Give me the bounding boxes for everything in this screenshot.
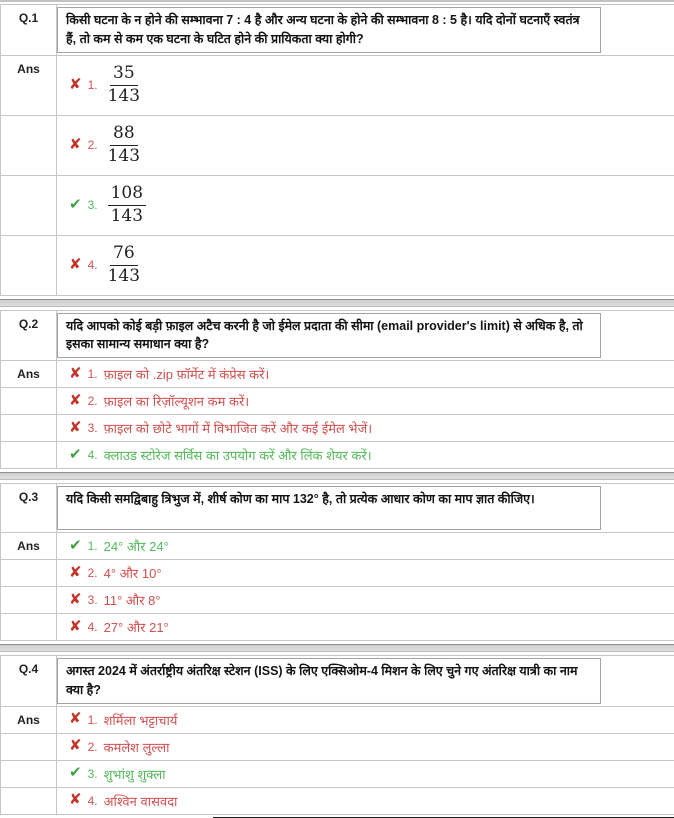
answer-option-row: [1, 761, 674, 788]
answer-option-row: [1, 116, 674, 176]
option-index: 3.: [87, 593, 98, 607]
check-icon: ✔: [69, 445, 82, 463]
fraction-numerator: 88: [110, 124, 138, 146]
answer-option: [57, 614, 674, 640]
answer-option-row: [1, 176, 674, 236]
answer-option: [57, 176, 674, 235]
answer-label: [1, 116, 57, 175]
fraction-value: [108, 64, 140, 106]
answer-option-row: [1, 56, 674, 116]
fraction-value: [108, 244, 140, 286]
answer-option: [57, 560, 674, 586]
cross-icon: ✘: [69, 364, 82, 382]
answer-option-row: [1, 707, 674, 734]
question-block: [0, 310, 674, 470]
question-row: [1, 5, 674, 56]
answer-option-row: [1, 788, 674, 815]
question-text: यदि आपको कोई बड़ी फ़ाइल अटैच करनी है जो ईमेल प्रदाता की सीमा (email provider's limit) से अधिक है, तो इसका सामान्य समाधान क्या है?: [57, 313, 601, 359]
question-block: [0, 4, 674, 296]
answer-option-row: [1, 415, 674, 442]
answer-option: [57, 788, 674, 814]
answer-option-row: [1, 734, 674, 761]
option-index: 3.: [87, 766, 98, 781]
option-index: 2.: [87, 138, 98, 152]
option-text: अश्विन वासवदा: [103, 793, 178, 809]
question-cell: [57, 656, 674, 706]
answer-label: Ans: [1, 533, 57, 559]
answer-label: Ans: [1, 707, 57, 733]
answer-option-row: [1, 614, 674, 641]
option-index: 4.: [87, 258, 98, 272]
fraction-numerator: 76: [110, 244, 138, 266]
cross-icon: ✘: [69, 791, 82, 808]
option-index: 4.: [87, 620, 98, 634]
question-cell: [57, 484, 674, 532]
cross-icon: ✘: [69, 710, 82, 727]
option-index: 2.: [87, 394, 98, 408]
question-text: अगस्त 2024 में अंतर्राष्ट्रीय अंतरिक्ष स्टेशन (ISS) के लिए एक्सिओम-4 मिशन के लिए चुने गए अंतरिक्ष यात्री का नाम क्या है?: [57, 658, 601, 704]
question-row: [1, 484, 674, 533]
answer-label: [1, 614, 57, 640]
option-text: शुभांशु शुक्ला: [103, 766, 166, 782]
fraction-value: [108, 124, 140, 166]
answer-label: [1, 761, 57, 787]
answer-option-row: [1, 361, 674, 388]
answer-label: [1, 442, 57, 468]
section-separator: [0, 644, 674, 652]
option-index: 2.: [87, 739, 98, 754]
question-block: [0, 483, 674, 641]
cross-icon: ✘: [69, 737, 82, 754]
cross-icon: ✘: [69, 391, 82, 409]
answer-label: Ans: [1, 361, 57, 387]
option-index: 4.: [87, 448, 98, 462]
answer-option: [57, 236, 674, 295]
option-index: 1.: [87, 712, 98, 727]
question-row: [1, 656, 674, 707]
option-text: कमलेश लुल्ला: [103, 739, 170, 755]
section-separator: [0, 299, 674, 307]
answer-option-row: [1, 533, 674, 560]
check-icon: ✔: [69, 536, 82, 554]
question-row: [1, 311, 674, 362]
answer-option: [57, 442, 674, 468]
question-text: यदि किसी समद्विबाहु त्रिभुज में, शीर्ष कोण का माप 132° है, तो प्रत्येक आधार कोण का माप ज्ञात कीजिए।: [57, 486, 601, 530]
answer-option: [57, 415, 674, 441]
fraction-denominator: 143: [107, 85, 141, 106]
option-index: 3.: [87, 421, 98, 435]
answer-label: [1, 236, 57, 295]
option-index: 1.: [87, 78, 98, 92]
answer-label: [1, 734, 57, 760]
fraction-numerator: 35: [110, 64, 138, 86]
answer-option-row: [1, 388, 674, 415]
fraction-numerator: 108: [108, 184, 146, 206]
question-text: किसी घटना के न होने की सम्भावना 7 : 4 है और अन्य घटना के होने की सम्भावना 8 : 5 है। यदि दोनों घटनाएँ स्वतंत्र हैं, तो कम से कम एक घटना के घटित होने की प्रायिकता क्या होगी?: [57, 7, 601, 53]
option-text: 11° और 8°: [103, 593, 161, 608]
answer-label: [1, 788, 57, 814]
question-blocks-container: [0, 4, 674, 815]
fraction-denominator: 143: [107, 265, 141, 286]
question-block: [0, 655, 674, 815]
question-cell: [57, 311, 674, 361]
answer-label: [1, 388, 57, 414]
answer-option: [57, 116, 674, 175]
option-index: 1.: [87, 367, 98, 381]
cross-icon: ✘: [69, 135, 82, 153]
answer-option: [57, 761, 674, 787]
fraction-value: [108, 184, 146, 226]
option-text: फ़ाइल का रिज़ॉल्यूशन कम करें।: [103, 394, 250, 409]
answer-option-row: [1, 442, 674, 469]
cross-icon: ✘: [69, 255, 82, 273]
cross-icon: ✘: [69, 590, 82, 608]
option-text: फ़ाइल को .zip फ़ॉर्मेट में कंप्रेस करें।: [103, 367, 270, 382]
option-index: 4.: [87, 793, 98, 808]
answer-option: [57, 56, 674, 115]
option-index: 3.: [87, 198, 98, 212]
answer-label: [1, 587, 57, 613]
answer-option: [57, 361, 674, 387]
answer-label: [1, 560, 57, 586]
answer-label: [1, 176, 57, 235]
question-cell: [57, 5, 674, 55]
question-number: Q.4: [1, 656, 57, 706]
cross-icon: ✘: [69, 75, 82, 93]
section-separator: [0, 472, 674, 480]
option-text: क्लाउड स्टोरेज सर्विस का उपयोग करें और लिंक शेयर करें।: [103, 448, 372, 463]
option-index: 2.: [87, 566, 98, 580]
question-number: Q.2: [1, 311, 57, 361]
option-index: 1.: [87, 539, 98, 553]
answer-option-row: [1, 236, 674, 296]
cross-icon: ✘: [69, 617, 82, 635]
answer-option: [57, 734, 674, 760]
option-text: शर्मिला भट्टाचार्य: [103, 712, 178, 728]
option-text: 24° और 24°: [103, 539, 169, 554]
answer-option: [57, 388, 674, 414]
answer-label: Ans: [1, 56, 57, 115]
answer-option: [57, 587, 674, 613]
question-number: Q.1: [1, 5, 57, 55]
top-separator-edge: [0, 0, 674, 2]
option-text: फ़ाइल को छोटे भागों में विभाजित करें और कई ईमेल भेजें।: [103, 421, 373, 436]
check-icon: ✔: [69, 195, 82, 213]
cross-icon: ✘: [69, 418, 82, 436]
answer-option-row: [1, 560, 674, 587]
fraction-denominator: 143: [107, 145, 141, 166]
answer-label: [1, 415, 57, 441]
answer-option: [57, 707, 674, 733]
option-text: 4° और 10°: [103, 566, 162, 581]
question-number: Q.3: [1, 484, 57, 532]
fraction-denominator: 143: [110, 205, 144, 226]
check-icon: ✔: [69, 764, 82, 781]
answer-option-row: [1, 587, 674, 614]
cross-icon: ✘: [69, 563, 82, 581]
answer-option: [57, 533, 674, 559]
option-text: 27° और 21°: [103, 620, 169, 635]
